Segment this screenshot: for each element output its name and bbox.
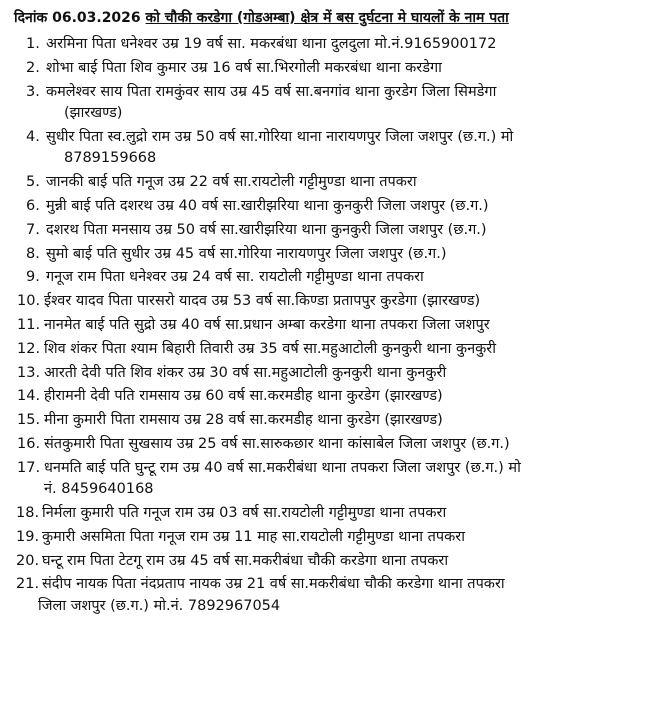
list-item (0, 82, 670, 125)
document-heading (14, 8, 509, 28)
item-number: 12. (17, 340, 41, 357)
item-number: 17. (17, 459, 41, 476)
item-text: सुमो बाई पति सुधीर उम्र 45 वर्ष सा.गोरिया नारायणपुर जिला जशपुर (छ.ग.) (46, 245, 447, 262)
list-item (0, 172, 670, 194)
item-text: संतकुमारी पिता सुखसाय उम्र 25 वर्ष सा.सारुकछार थाना कांसाबेल जिला जशपुर (छ.ग.) (44, 435, 510, 452)
item-text: कुमारी असमिता पिता गनूज राम उम्र 11 माह सा.रायटोली गट्टीमुण्डा थाना तपकरा (42, 528, 465, 545)
item-text: गनूज राम पिता धनेश्वर उम्र 24 वर्ष सा. रायटोली गट्टीमुण्डा थाना तपकरा (46, 269, 424, 286)
item-text: हीरामनी देवी पति रामसाय उम्र 60 वर्ष सा.करमडीह थाना कुरडेग (झारखण्ड) (44, 388, 443, 405)
item-text-continuation: जिला जशपुर (छ.ग.) मो.नं. 7892967054 (38, 597, 281, 614)
list-item (0, 386, 670, 408)
list-item (0, 527, 670, 549)
list-item (0, 58, 670, 80)
item-text-continuation: (झारखण्ड) (64, 105, 123, 122)
item-number: 4. (26, 128, 40, 145)
item-number: 7. (26, 221, 40, 238)
item-number: 11. (17, 316, 41, 333)
list-item (0, 574, 670, 617)
item-number: 5. (26, 174, 40, 191)
list-item (0, 127, 670, 170)
list-item (0, 196, 670, 218)
injured-persons-list (0, 34, 670, 620)
item-number: 15. (17, 412, 41, 429)
list-item (0, 551, 670, 573)
item-text: कमलेश्वर साय पिता रामकुंवर साय उम्र 45 वर्ष सा.बनगांव थाना कुरडेग जिला सिमडेगा (46, 83, 497, 100)
list-item (0, 503, 670, 525)
heading-date: 06.03.2026 (52, 10, 141, 26)
item-number: 1. (26, 36, 40, 52)
item-text: मीना कुमारी पिता रामसाय उम्र 28 वर्ष सा.करमडीह थाना कुरडेग (झारखण्ड) (44, 412, 443, 429)
item-text-continuation: 8789159668 (64, 150, 157, 167)
item-number: 8. (26, 245, 40, 262)
item-number: 6. (26, 197, 40, 214)
item-text: नानमेत बाई पति सुद्रो उम्र 40 वर्ष सा.प्रधान अम्बा करडेगा थाना तपकरा जिला जशपुर (44, 316, 490, 333)
item-number: 10. (17, 293, 41, 310)
item-text: आरती देवी पति शिव शंकर उम्र 30 वर्ष सा.महुआटोली कुनकुरी थाना कुनकुरी (44, 364, 447, 381)
item-text: मुन्नी बाई पति दशरथ उम्र 40 वर्ष सा.खारीझरिया थाना कुनकुरी जिला जशपुर (छ.ग.) (46, 197, 489, 214)
list-item (0, 339, 670, 361)
item-text: धनमति बाई पति घुन्टू राम उम्र 40 वर्ष सा.मकरीबंधा थाना तपकरा जिला जशपुर (छ.ग.) मो (44, 459, 521, 476)
item-number: 9. (26, 269, 40, 286)
list-item (0, 267, 670, 289)
item-text: शिव शंकर पिता श्याम बिहारी तिवारी उम्र 35 वर्ष सा.महुआटोली कुनकुरी थाना कुनकुरी (44, 340, 496, 357)
list-item (0, 220, 670, 242)
item-number: 13. (17, 364, 41, 381)
item-number: 21. (16, 576, 40, 593)
item-number: 14. (17, 388, 41, 405)
list-item (0, 363, 670, 385)
item-text-continuation: नं. 8459640168 (44, 481, 154, 498)
heading-prefix: दिनांक (14, 10, 48, 26)
heading-title: को चौकी करडेगा (गोडअम्बा) क्षेत्र में बस दुर्घटना मे घायलों के नाम पता (145, 10, 509, 26)
item-number: 18. (16, 505, 40, 522)
item-text: शोभा बाई पिता शिव कुमार उम्र 16 वर्ष सा.भिरगोली मकरबंधा थाना करडेगा (46, 59, 442, 76)
item-text: जानकी बाई पति गनूज उम्र 22 वर्ष सा.रायटोली गट्टीमुण्डा थाना तपकरा (46, 174, 417, 191)
item-text: अरमिना पिता धनेश्वर उम्र 19 वर्ष सा. मकरबंधा थाना दुलदुला मो.नं.9165900172 (46, 36, 497, 52)
list-item (0, 34, 670, 56)
item-number: 3. (26, 83, 40, 100)
item-number: 2. (26, 59, 40, 76)
list-item (0, 458, 670, 501)
list-item (0, 315, 670, 337)
item-number: 19. (16, 528, 40, 545)
item-text: घन्टू राम पिता टेटगू राम उम्र 45 वर्ष सा.मकरीबंधा चौकी करडेगा थाना तपकरा (42, 552, 449, 569)
item-number: 16. (17, 435, 41, 452)
item-number: 20. (16, 552, 40, 569)
item-text: दशरथ पिता मनसाय उम्र 50 वर्ष सा.खारीझरिया थाना कुनकुरी जिला जशपुर (छ.ग.) (46, 221, 487, 238)
item-text: ईश्वर यादव पिता पारसरो यादव उम्र 53 वर्ष सा.किण्डा प्रतापपुर कुरडेगा (झारखण्ड) (44, 293, 481, 310)
item-text: संदीप नायक पिता नंदप्रताप नायक उम्र 21 वर्ष सा.मकरीबंधा चौकी करडेगा थाना तपकरा (42, 576, 505, 593)
item-text: सुधीर पिता स्व.लुद्रो राम उम्र 50 वर्ष सा.गोरिया थाना नारायणपुर जिला जशपुर (छ.ग.) मो (46, 128, 514, 145)
list-item (0, 410, 670, 432)
item-text: निर्मला कुमारी पति गनूज राम उम्र 03 वर्ष सा.रायटोली गट्टीमुण्डा थाना तपकरा (42, 505, 447, 522)
list-item (0, 291, 670, 313)
list-item (0, 244, 670, 266)
list-item (0, 434, 670, 456)
